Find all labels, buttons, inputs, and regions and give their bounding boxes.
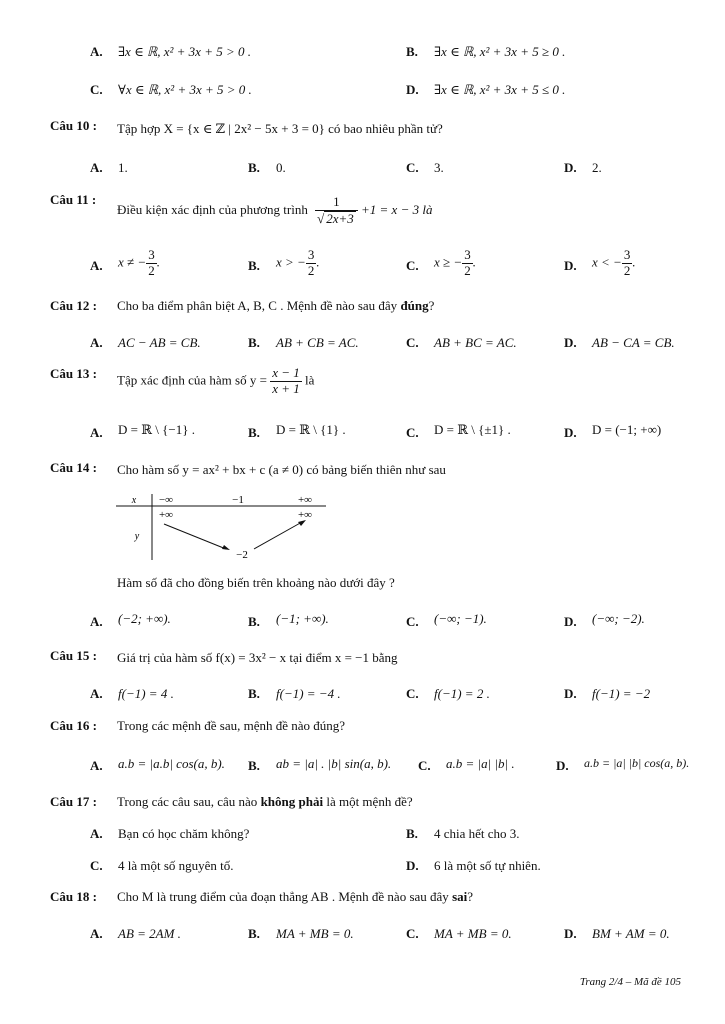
q10-stem: Tập hợp X = {x ∈ ℤ | 2x² − 5x + 3 = 0} có bao nhiêu phần tử? bbox=[117, 121, 443, 136]
q11-option-b-den: 2 bbox=[307, 262, 315, 278]
q17-stem bbox=[117, 794, 413, 810]
q15-option-a-label: A. bbox=[90, 686, 103, 701]
q12-number: Câu 12 : bbox=[50, 298, 97, 313]
q13-option-a-label: A. bbox=[90, 425, 103, 440]
q16-option-d-label: D. bbox=[556, 758, 569, 773]
q15-option-b-label: B. bbox=[248, 686, 260, 701]
q18-option-d-text: BM + AM = 0. bbox=[592, 926, 670, 941]
q12-option-a-label: A. bbox=[90, 335, 103, 350]
q13-stem-prefix: Tập xác định của hàm số y = bbox=[117, 372, 267, 388]
q11-frac-den: 2x+3 bbox=[326, 210, 354, 226]
q11-option-a-rel: x ≠ − bbox=[118, 254, 147, 270]
q11-option-b-end: . bbox=[316, 254, 320, 270]
q17-stem-prefix: Trong các câu sau, câu nào bbox=[117, 794, 258, 809]
q18-option-d-label: D. bbox=[564, 926, 577, 941]
q13-stem bbox=[117, 366, 314, 397]
q17-option-c-label: C. bbox=[90, 858, 103, 873]
q17-option-d-text: 6 là một số tự nhiên. bbox=[434, 858, 541, 873]
q14-followup: Hàm số đã cho đồng biến trên khoảng nào dưới đây ? bbox=[117, 575, 395, 590]
q11-stem-prefix: Điều kiện xác định của phương trình bbox=[117, 201, 308, 217]
q11-option-b-text bbox=[276, 248, 320, 279]
q11-stem bbox=[117, 195, 432, 227]
q12-stem-prefix: Cho ba điểm phân biệt A, B, C . Mệnh đề nào sau đây bbox=[117, 298, 398, 313]
q11-option-a-den: 2 bbox=[148, 262, 155, 278]
q18-stem-prefix: Cho M là trung điểm của đoạn thẳng AB . Mệnh đề nào sau đây bbox=[117, 889, 449, 904]
q14-option-c-label: C. bbox=[406, 614, 419, 629]
variation-table bbox=[112, 492, 332, 564]
q11-option-d-rel: x < − bbox=[592, 254, 622, 270]
q11-fraction: $\frac{1}{√ 2x+3}$ bbox=[315, 195, 358, 227]
q11-frac-num: 1 bbox=[315, 195, 358, 211]
q10-number: Câu 10 : bbox=[50, 118, 97, 133]
q13-stem-suffix: là bbox=[304, 372, 315, 388]
q18-option-b-text: MA + MB = 0. bbox=[276, 926, 354, 941]
q17-stem-bold: không phải bbox=[260, 794, 324, 809]
q14-stem: Cho hàm số y = ax² + bx + c (a ≠ 0) có bảng biến thiên như sau bbox=[117, 462, 446, 477]
variation-table-y-left: +∞ bbox=[158, 509, 174, 521]
q12-option-a-text: AC − AB = CB. bbox=[118, 335, 201, 350]
q12-stem bbox=[117, 298, 434, 314]
q12-option-d-label: D. bbox=[564, 335, 577, 350]
q18-option-c-text: MA + MB = 0. bbox=[434, 926, 512, 941]
q9-option-d-text: ∃x ∈ ℝ, x² + 3x + 5 ≤ 0 . bbox=[434, 82, 566, 97]
variation-table-x-mid: −1 bbox=[232, 494, 244, 506]
q13-option-c-label: C. bbox=[406, 425, 419, 440]
q10-option-d-label: D. bbox=[564, 160, 577, 175]
q9-option-b-text: ∃x ∈ ℝ, x² + 3x + 5 ≥ 0 . bbox=[434, 44, 566, 59]
q11-stem-suffix: +1 = x − 3 là bbox=[361, 201, 433, 217]
q15-option-d-text: f(−1) = −2 bbox=[592, 686, 651, 701]
q14-option-d-text: (−∞; −2). bbox=[592, 611, 645, 626]
variation-increasing-arrow bbox=[254, 522, 302, 549]
q11-option-b-label: B. bbox=[248, 258, 260, 273]
variation-table-x-label: x bbox=[131, 495, 137, 506]
q12-option-b-text: AB + CB = AC. bbox=[276, 335, 359, 350]
q14-option-b-label: B. bbox=[248, 614, 260, 629]
q12-option-c-text: AB + BC = AC. bbox=[434, 335, 517, 350]
q11-option-a-label: A. bbox=[90, 258, 103, 273]
q13-option-b-label: B. bbox=[248, 425, 260, 440]
q15-option-c-text: f(−1) = 2 . bbox=[434, 686, 490, 701]
q11-option-d-text bbox=[592, 248, 636, 279]
variation-table-y-min: −2 bbox=[236, 549, 248, 561]
q11-option-d-end: . bbox=[632, 254, 636, 270]
q16-option-a-text: a.b = |a.b| cos(a, b). bbox=[118, 756, 225, 771]
q13-option-a-text: D = ℝ \ {−1} . bbox=[118, 422, 195, 437]
q13-frac-num: x − 1 bbox=[272, 365, 300, 380]
q18-option-b-label: B. bbox=[248, 926, 260, 941]
q11-option-d-label: D. bbox=[564, 258, 577, 273]
q15-stem: Giá trị của hàm số f(x) = 3x² − x tại điểm x = −1 bằng bbox=[117, 650, 398, 665]
q16-option-b-label: B. bbox=[248, 758, 260, 773]
q15-option-c-label: C. bbox=[406, 686, 419, 701]
q11-option-a-end: . bbox=[156, 254, 160, 270]
q18-option-c-label: C. bbox=[406, 926, 419, 941]
q10-option-c-text: 3. bbox=[434, 160, 444, 175]
q12-option-c-label: C. bbox=[406, 335, 419, 350]
q13-option-c-text: D = ℝ \ {±1} . bbox=[434, 422, 511, 437]
q9-option-a-label: A. bbox=[90, 44, 103, 59]
page-footer: Trang 2/4 – Mã đề 105 bbox=[579, 976, 681, 988]
q17-option-b-text: 4 chia hết cho 3. bbox=[434, 826, 520, 841]
q13-option-d-label: D. bbox=[564, 425, 577, 440]
variation-decreasing-arrowhead bbox=[222, 545, 230, 550]
variation-table-y-right: +∞ bbox=[297, 509, 313, 521]
q11-option-c-rel: x ≥ − bbox=[434, 254, 463, 270]
q11-option-c-num: 3 bbox=[464, 247, 471, 262]
q12-option-b-label: B. bbox=[248, 335, 260, 350]
q12-stem-bold: đúng bbox=[400, 298, 429, 313]
q17-number: Câu 17 : bbox=[50, 794, 97, 809]
q16-option-d-text: a.b = |a| |b| cos(a, b). bbox=[584, 756, 690, 770]
q13-number: Câu 13 : bbox=[50, 366, 97, 381]
q11-option-c-end: . bbox=[472, 254, 476, 270]
q18-option-a-text: AB = 2AM . bbox=[118, 926, 181, 941]
q15-number: Câu 15 : bbox=[50, 648, 97, 663]
q9-option-a-text: ∃x ∈ ℝ, x² + 3x + 5 > 0 . bbox=[118, 44, 251, 59]
q14-option-a-text: (−2; +∞). bbox=[118, 611, 171, 626]
q17-stem-suffix: là một mệnh đề? bbox=[326, 794, 413, 809]
q14-option-a-label: A. bbox=[90, 614, 103, 629]
q18-number: Câu 18 : bbox=[50, 889, 97, 904]
q11-option-c-den: 2 bbox=[464, 262, 471, 278]
q14-option-b-text: (−1; +∞). bbox=[276, 611, 329, 626]
q12-option-d-text: AB − CA = CB. bbox=[592, 335, 675, 350]
q15-option-a-text: f(−1) = 4 . bbox=[118, 686, 174, 701]
q14-number: Câu 14 : bbox=[50, 460, 97, 475]
q18-option-a-label: A. bbox=[90, 926, 103, 941]
q11-option-c-label: C. bbox=[406, 258, 419, 273]
q16-option-a-label: A. bbox=[90, 758, 103, 773]
q15-option-b-text: f(−1) = −4 . bbox=[276, 686, 341, 701]
q17-option-a-text: Bạn có học chăm không? bbox=[118, 826, 250, 841]
q13-option-b-text: D = ℝ \ {1} . bbox=[276, 422, 346, 437]
q9-option-d-label: D. bbox=[406, 82, 419, 97]
q17-option-a-label: A. bbox=[90, 826, 103, 841]
q16-option-c-label: C. bbox=[418, 758, 431, 773]
q16-option-c-text: a.b = |a| |b| . bbox=[446, 756, 515, 771]
q17-option-d-label: D. bbox=[406, 858, 419, 873]
q10-option-c-label: C. bbox=[406, 160, 419, 175]
variation-table-y-label: y bbox=[134, 531, 140, 542]
q18-stem-bold: sai bbox=[452, 889, 468, 904]
q16-stem: Trong các mệnh đề sau, mệnh đề nào đúng? bbox=[117, 718, 346, 733]
q11-option-a-text bbox=[118, 248, 160, 279]
q11-option-b-rel: x > − bbox=[276, 254, 306, 270]
q9-option-c-label: C. bbox=[90, 82, 103, 97]
q14-option-c-text: (−∞; −1). bbox=[434, 611, 487, 626]
q11-option-a-num: 3 bbox=[148, 247, 155, 262]
q10-option-d-text: 2. bbox=[592, 160, 602, 175]
q11-number: Câu 11 : bbox=[50, 192, 97, 207]
variation-decreasing-arrow bbox=[164, 524, 226, 549]
q10-option-a-label: A. bbox=[90, 160, 103, 175]
q10-option-b-label: B. bbox=[248, 160, 260, 175]
q16-option-b-text: ab = |a| . |b| sin(a, b). bbox=[276, 756, 392, 771]
q17-option-c-text: 4 là một số nguyên tố. bbox=[118, 858, 234, 873]
q10-option-a-text: 1. bbox=[118, 160, 128, 175]
q9-option-c-text: ∀x ∈ ℝ, x² + 3x + 5 > 0 . bbox=[118, 82, 252, 97]
q18-stem-suffix: ? bbox=[467, 889, 474, 904]
q17-option-b-label: B. bbox=[406, 826, 418, 841]
q11-option-c-text bbox=[434, 248, 476, 279]
q10-option-b-text: 0. bbox=[276, 160, 286, 175]
q9-option-b-label: B. bbox=[406, 44, 418, 59]
q11-option-d-num: 3 bbox=[623, 247, 631, 262]
q11-option-d-den: 2 bbox=[623, 262, 631, 278]
q11-option-b-num: 3 bbox=[307, 247, 315, 262]
q14-option-d-label: D. bbox=[564, 614, 577, 629]
q13-fraction bbox=[270, 366, 302, 397]
variation-table-x-left: −∞ bbox=[158, 494, 174, 506]
q18-stem bbox=[117, 889, 473, 905]
q15-option-d-label: D. bbox=[564, 686, 577, 701]
q13-frac-den: x + 1 bbox=[272, 380, 300, 396]
q16-number: Câu 16 : bbox=[50, 718, 97, 733]
q12-stem-suffix: ? bbox=[428, 298, 435, 313]
q13-option-d-text: D = (−1; +∞) bbox=[592, 422, 662, 437]
variation-table-x-right: +∞ bbox=[297, 494, 313, 506]
